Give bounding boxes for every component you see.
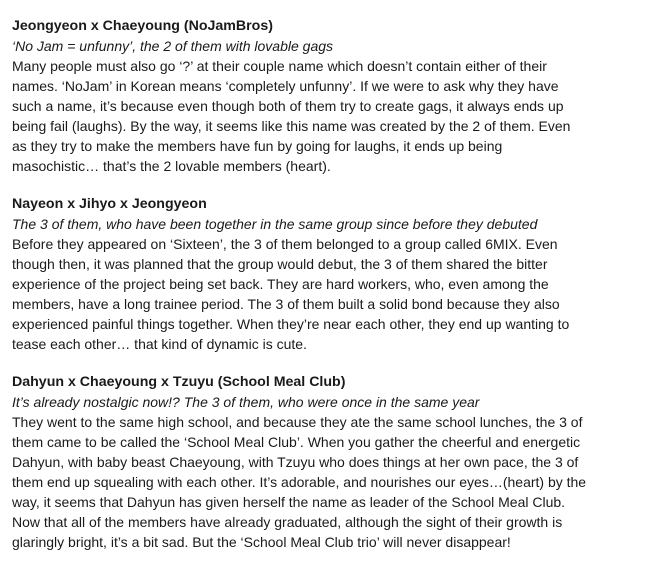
- section-body: [12, 56, 644, 176]
- section-heading: Dahyun x Chaeyoung x Tzuyu (School Meal Club): [12, 374, 346, 390]
- body-line: them end up squealing with each other. It’s adorable, and nourishes our eyes…(heart) by the: [12, 474, 587, 490]
- body-line: experienced painful things together. When they’re near each other, they end up wanting to: [12, 316, 570, 332]
- body-line: Now that all of the members have already graduated, although the sight of their growth is: [12, 514, 563, 530]
- section-body: [12, 412, 644, 552]
- section-body: [12, 234, 644, 354]
- body-line: them came to be called the ‘School Meal Club’. When you gather the cheerful and energetic: [12, 434, 581, 450]
- body-line: being fail (laughs). By the way, it seems like this name was created by the 2 of them. Even: [12, 118, 571, 134]
- article: [12, 16, 644, 552]
- section-subtitle: ‘No Jam = unfunny’, the 2 of them with lovable gags: [12, 38, 334, 54]
- body-line: names. ‘NoJam’ in Korean means ‘completely unfunny’. If we were to ask why they have: [12, 78, 559, 94]
- section-heading: Nayeon x Jihyo x Jeongyeon: [12, 196, 207, 212]
- section-school-meal-club: [12, 372, 644, 552]
- body-line: Before they appeared on ‘Sixteen’, the 3 of them belonged to a group called 6MIX. Even: [12, 236, 558, 252]
- body-line: Many people must also go ‘?’ at their couple name which doesn’t contain either of their: [12, 58, 547, 74]
- section-nayeon-jihyo-jeongyeon: [12, 194, 644, 354]
- body-line: masochistic… that’s the 2 lovable members (heart).: [12, 158, 331, 174]
- body-line: though then, it was planned that the group would debut, the 3 of them shared the bitter: [12, 256, 548, 272]
- section-subtitle: It’s already nostalgic now!? The 3 of them, who were once in the same year: [12, 394, 480, 410]
- body-line: tease each other… that kind of dynamic is cute.: [12, 336, 307, 352]
- section-nojambros: [12, 16, 644, 176]
- body-line: glaringly bright, it’s a bit sad. But the ‘School Meal Club trio’ will never disappear!: [12, 534, 511, 550]
- body-line: way, it seems that Dahyun has given herself the name as leader of the School Meal Club.: [12, 494, 566, 510]
- body-line: experience of the project being set back. They are hard workers, who, even among the: [12, 276, 549, 292]
- body-line: They went to the same high school, and because they ate the same school lunches, the 3 of: [12, 414, 583, 430]
- body-line: Dahyun, with baby beast Chaeyoung, with Tzuyu who does things at her own pace, the 3 of: [12, 454, 579, 470]
- section-heading: Jeongyeon x Chaeyoung (NoJamBros): [12, 18, 273, 34]
- body-line: members, have a long trainee period. The 3 of them built a solid bond because they also: [12, 296, 560, 312]
- body-line: such a name, it’s because even though both of them try to create gags, it always ends up: [12, 98, 564, 114]
- body-line: as they try to make the members have fun by going for laughs, it ends up being: [12, 138, 503, 154]
- section-subtitle: The 3 of them, who have been together in the same group since before they debuted: [12, 216, 538, 232]
